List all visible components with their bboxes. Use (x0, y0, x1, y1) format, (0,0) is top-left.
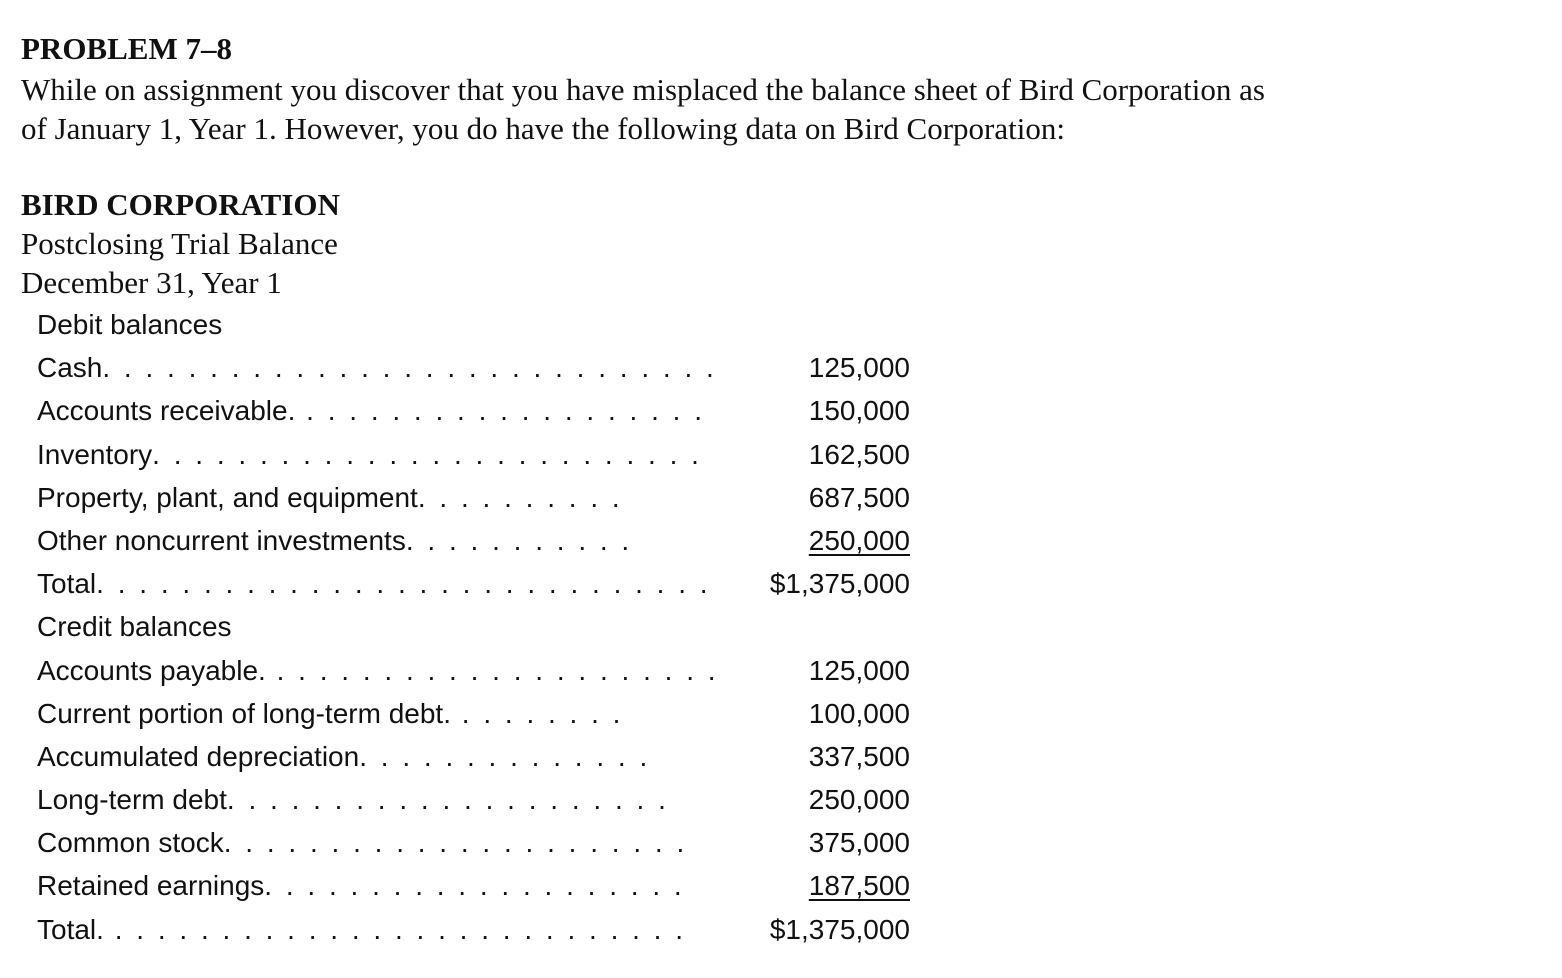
row-amount: 187,500 (808, 870, 910, 902)
leader-dots: . . . . . . . . . . . . . . . . . . . . . . . . . . . . . (96, 568, 711, 600)
row-amount: 125,000 (808, 654, 910, 686)
total-label: Total. (37, 913, 104, 945)
leader-dots: . . . . . . . . . . . . . . . . . . . . . . . . . . (152, 438, 702, 470)
row-amount: 100,000 (808, 697, 910, 729)
leader-dots: . . . . . . . . . . . . . . . . . . . . . (265, 654, 719, 686)
intro-line-1: While on assignment you discover that you have misplaced the balance sheet of Bird Corporation as (21, 72, 1265, 107)
debit-heading-row (37, 303, 917, 346)
table-row (37, 649, 917, 692)
leader-dots: . . . . . . . . . . . . . . . . . . . . . . (223, 827, 688, 859)
table-row (37, 389, 917, 432)
leader-dots: . . . . . . . . . . (417, 481, 623, 513)
debit-heading: Debit balances (37, 309, 223, 340)
table-row (37, 692, 917, 735)
problem-intro (21, 70, 1531, 148)
row-label: Accounts payable. (37, 654, 266, 686)
row-label: Common stock (37, 827, 224, 859)
intro-line-2: of January 1, Year 1. However, you do have the following data on Bird Corporation: (21, 111, 1065, 146)
row-amount: 337,500 (808, 740, 910, 772)
leader-dots: . . . . . . . . . . . . . . . . . . . . . (226, 784, 669, 816)
row-amount: 162,500 (808, 438, 910, 470)
credit-heading: Credit balances (37, 611, 232, 643)
row-label: Property, plant, and equipment (37, 481, 418, 513)
row-label: Accounts receivable. (37, 395, 296, 427)
leader-dots: . . . . . . . . . . . . . . . . . . . . . . . . . . . (103, 913, 687, 945)
row-label: Accumulated depreciation (37, 740, 360, 772)
row-label: Cash (37, 352, 103, 384)
row-label: Inventory (37, 438, 153, 470)
problem-title: PROBLEM 7–8 (21, 31, 232, 66)
leader-dots: . . . . . . . . . . . . . . (359, 740, 651, 772)
statement-date: December 31, Year 1 (21, 265, 282, 300)
leader-dots: . . . . . . . . . . . . . . . . . . . . (264, 870, 685, 902)
credit-total-row (37, 908, 917, 951)
leader-dots: . . . . . . . . . . . . . . . . . . . . . . . . . . . . . (102, 352, 717, 384)
table-row (37, 778, 917, 821)
row-label: Long-term debt (37, 784, 227, 816)
table-row (37, 735, 917, 778)
table-row (37, 346, 917, 389)
company-name: BIRD CORPORATION (21, 187, 340, 222)
credit-heading-row (37, 605, 917, 648)
row-label: Other noncurrent investments (37, 524, 406, 556)
row-amount: 687,500 (808, 481, 910, 513)
leader-dots: . . . . . . . . (450, 697, 624, 729)
debit-total-row (37, 562, 917, 605)
row-amount: 125,000 (808, 352, 910, 384)
table-row (37, 864, 917, 907)
debit-total-amount: $1,375,000 (769, 568, 910, 600)
row-amount: 250,000 (808, 784, 910, 816)
table-row (37, 433, 917, 476)
leader-dots: . . . . . . . . . . . . . . . . . . . (295, 395, 705, 427)
statement-subtitle: Postclosing Trial Balance (21, 226, 338, 261)
table-row (37, 519, 917, 562)
leader-dots: . . . . . . . . . . . (405, 524, 633, 556)
total-label: Total (37, 568, 97, 600)
row-amount: 150,000 (808, 395, 910, 427)
trial-balance-table (37, 303, 917, 951)
row-label: Retained earnings (37, 870, 265, 902)
table-row (37, 821, 917, 864)
table-row (37, 476, 917, 519)
row-label: Current portion of long-term debt. (37, 697, 451, 729)
credit-total-amount: $1,375,000 (769, 913, 910, 945)
row-amount: 250,000 (808, 524, 910, 556)
row-amount: 375,000 (808, 827, 910, 859)
